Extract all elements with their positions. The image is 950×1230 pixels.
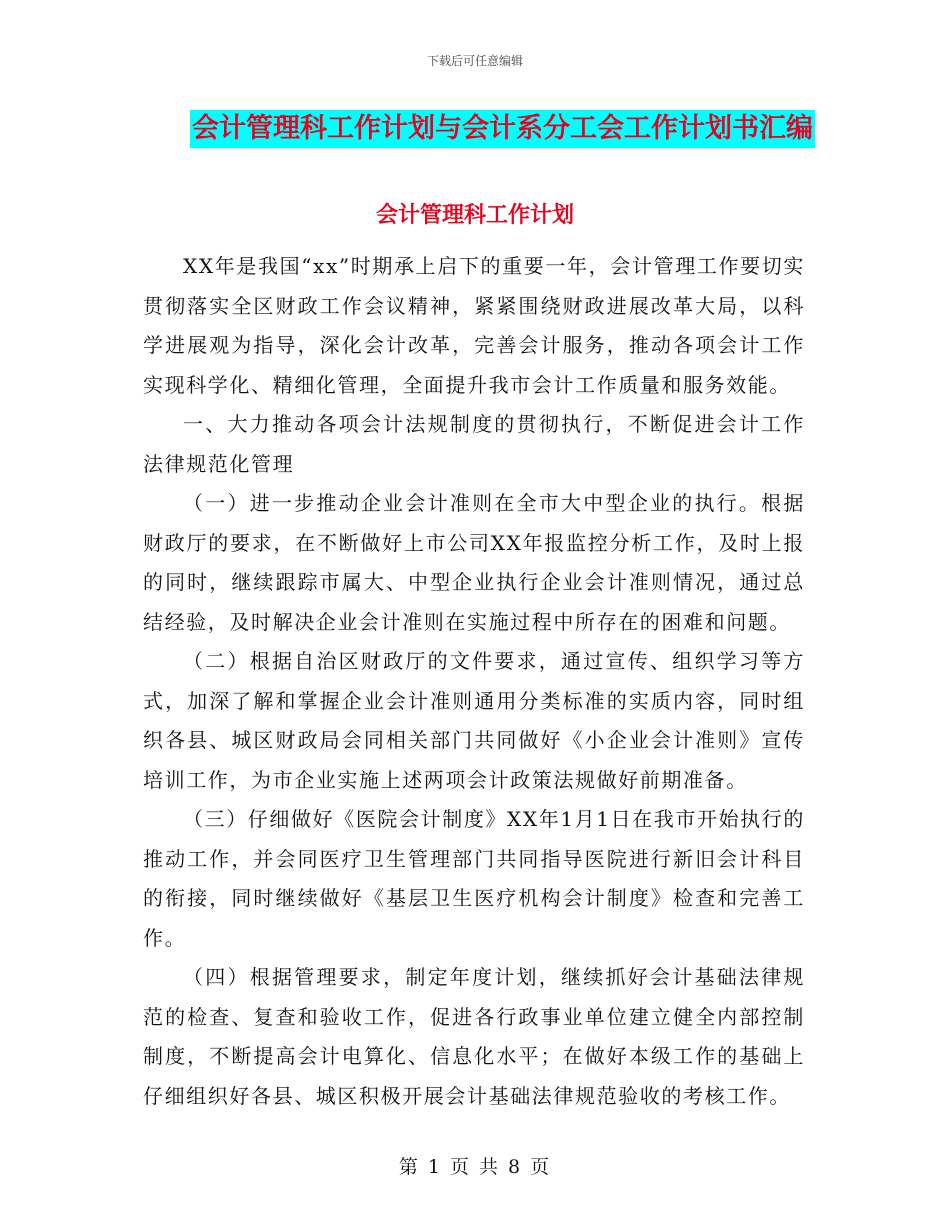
- paragraph: （四）根据管理要求，制定年度计划，继续抓好会计基础法律规范的检查、复查和验收工作，促进各行政事业单位建立健全内部控制制度，不断提高会计电算化、信息化水平；在做好本级工作的基础上仔细组织好各县、城区积极开展会计基础法律规范验收的考核工作。: [143, 965, 805, 1108]
- paragraph: （二）根据自治区财政厅的文件要求，通过宣传、组织学习等方式，加深了解和掌握企业会计准则通用分类标准的实质内容，同时组织各县、城区财政局会同相关部门共同做好《小企业会计准则》宣传培训工作，为市企业实施上述两项会计政策法规做好前期准备。: [143, 649, 805, 792]
- paragraph: （一）进一步推动企业会计准则在全市大中型企业的执行。根据财政厅的要求，在不断做好上市公司XX年报监控分析工作，及时上报的同时，继续跟踪市属大、中型企业执行企业会计准则情况，通过总结经验，及时解决企业会计准则在实施过程中所存在的困难和问题。: [143, 491, 805, 634]
- paragraph: （三）仔细做好《医院会计制度》XX年1月1日在我市开始执行的推动工作，并会同医疗卫生管理部门共同指导医院进行新旧会计科目的衔接，同时继续做好《基层卫生医疗机构会计制度》检查和完善工作。: [143, 807, 805, 950]
- header-note: 下载后可任意编辑: [426, 54, 523, 68]
- document-title: 会计管理科工作计划与会计系分工会工作计划书汇编: [190, 110, 815, 148]
- paragraph: XX年是我国“xx”时期承上启下的重要一年，会计管理工作要切实贯彻落实全区财政工作会议精神，紧紧围绕财政进展改革大局，以科学进展观为指导，深化会计改革，完善会计服务，推动各项会计工作实现科学化、精细化管理，全面提升我市会计工作质量和服务效能。: [143, 254, 805, 397]
- paragraph: 一、大力推动各项会计法规制度的贯彻执行，不断促进会计工作法律规范化管理: [143, 412, 805, 476]
- body-text: [143, 247, 805, 1116]
- page-footer: 第 1 页 共 8 页: [398, 1156, 552, 1178]
- section-title: 会计管理科工作计划: [375, 202, 574, 228]
- document-title-block: [190, 110, 813, 148]
